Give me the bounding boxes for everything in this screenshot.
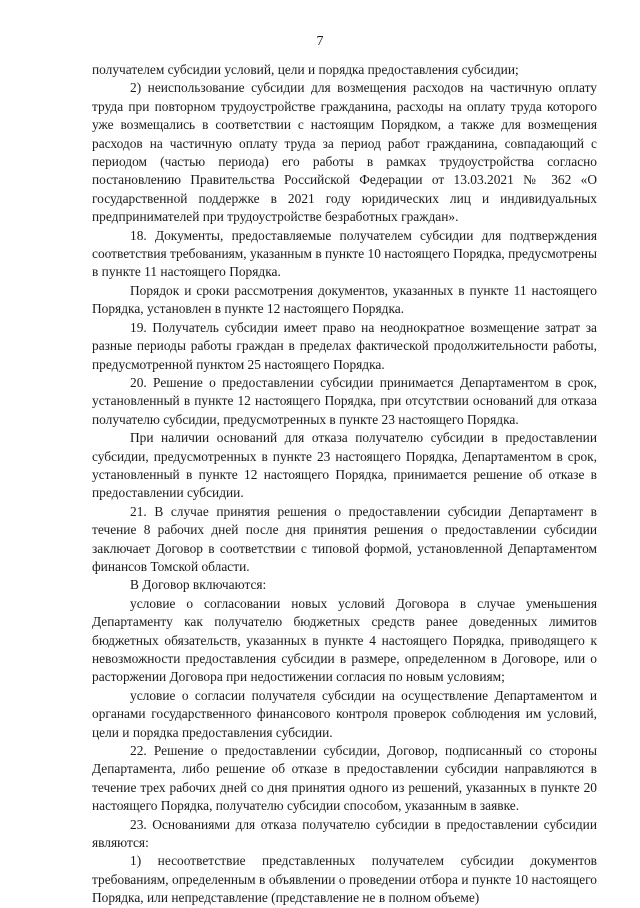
paragraph-22: 22. Решение о предоставлении субсидии, Договор, подписанный со стороны Департамента, либо решение об отказе в предоставлении субсидии направляются в течение трех рабочих дней со дня принятия одного из решений, указанных в пункте 20 настоящего Порядка, получателю субсидии способом, указанным в заявке. — [92, 743, 597, 814]
paragraph-21: 21. В случае принятия решения о предоставлении субсидии Департамент в течение 8 рабочих дней после дня принятия решения о предоставлении субсидии заключает Договор в соответствии с типовой формой, установленной Департаментом финансов Томской области. — [92, 503, 597, 574]
paragraph-21-condition-2: условие о согласии получателя субсидии на осуществление Департаментом и органами государственного финансового контроля проверок соблюдения им условий, цели и порядка предоставления субсидии. — [92, 687, 597, 740]
paragraph-20: 20. Решение о предоставлении субсидии принимается Департаментом в срок, установленный в пункте 12 настоящего Порядка, при отсутствии оснований для отказа получателю субсидии, предусмотренных в пункте 23 настоящего Порядка. — [92, 374, 597, 427]
paragraph-18-procedure: Порядок и сроки рассмотрения документов, указанных в пункте 11 настоящего Порядка, установлен в пункте 12 настоящего Порядка. — [92, 282, 597, 317]
paragraph-item-2: 2) неиспользование субсидии для возмещения расходов на частичную оплату труда при повторном трудоустройстве гражданина, расходы на оплату труда которого уже возмещались в соответствии с настоящим Порядком, а также для возмещения расходов на частичную оплату труда за период работ гражданина, совпадающий с периодом (частью периода) его работы в рамках трудоустройства согласно постановлению Правительства Российской Федерации от 13.03.2021 № 362 «О государственной поддержке в 2021 году юридических лиц и индивидуальных предпринимателей при трудоустройстве безработных граждан». — [92, 80, 597, 225]
paragraph-continuation: получателем субсидии условий, цели и порядка предоставления субсидии; — [92, 62, 519, 77]
document-body — [92, 61, 597, 908]
paragraph-20-refusal: При наличии оснований для отказа получателю субсидии в предоставлении субсидии, предусмотренных в пункте 23 настоящего Порядка, Департаментом в срок, установленный в пункте 12 настоящего Порядка, принимается решение об отказе в предоставлении субсидии. — [92, 430, 597, 501]
paragraph-21-condition-1: условие о согласовании новых условий Договора в случае уменьшения Департаменту как получателю бюджетных средств ранее доведенных лимитов бюджетных обязательств, указанных в пункте 4 настоящего Порядка, приводящего к невозможности предоставления субсидии в размере, определенном в Договоре, или о расторжении Договора при недостижении согласия по новым условиям; — [92, 595, 597, 685]
paragraph-21-includes: В Договор включаются: — [130, 577, 267, 593]
paragraph-18: 18. Документы, предоставляемые получателем субсидии для подтверждения соответствия требованиям, указанным в пункте 10 настоящего Порядка, предусмотрены в пункте 11 настоящего Порядка. — [92, 227, 597, 280]
paragraph-23-item-1: 1) несоответствие представленных получателем субсидии документов требованиям, определенным в объявлении о проведении отбора и пункте 10 настоящего Порядка, или непредставление (представление не в полном объеме) — [92, 853, 597, 906]
paragraph-19: 19. Получатель субсидии имеет право на неоднократное возмещение затрат за разные периоды работы граждан в пределах фактической продолжительности работы, предусмотренной пунктом 25 настоящего Порядка. — [92, 319, 597, 372]
paragraph-23: 23. Основаниями для отказа получателю субсидии в предоставлении субсидии являются: — [92, 816, 597, 851]
page-number: 7 — [316, 34, 324, 49]
